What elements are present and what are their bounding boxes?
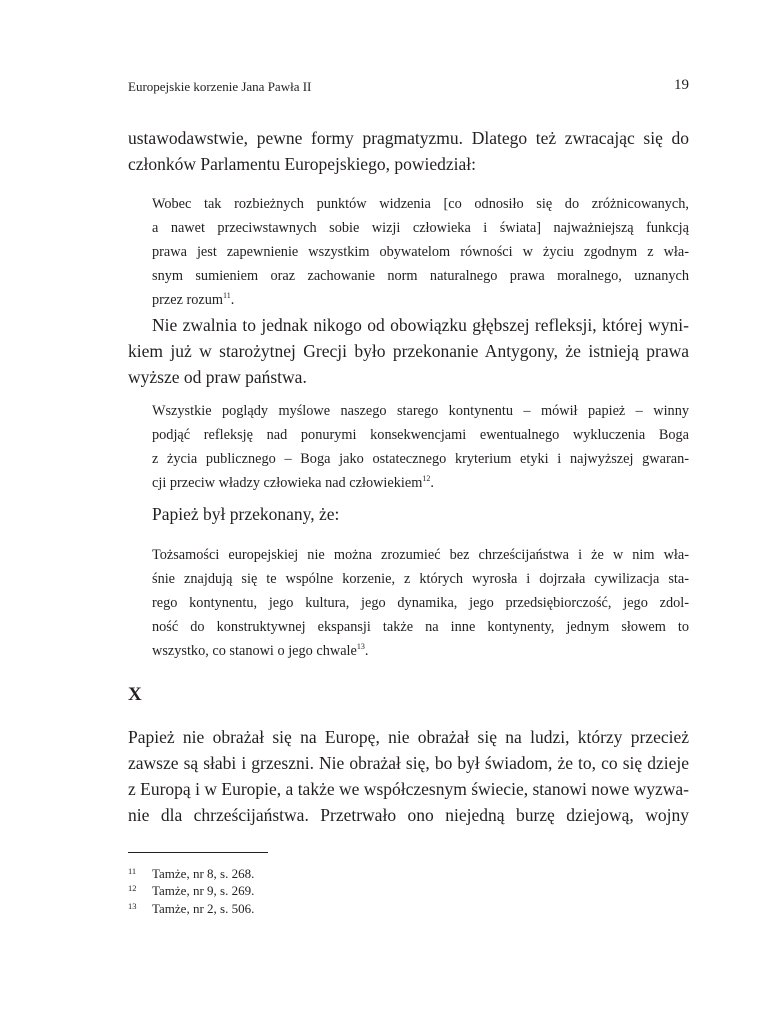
running-title: Europejskie korzenie Jana Pawła II [128, 79, 312, 94]
footnote-text: Tamże, nr 8, s. 268. [152, 866, 255, 881]
text-line: prawa jest zapewnienie wszystkim obywatelom równości w życiu zgodnym z wła- [152, 244, 689, 260]
footnote-rule [128, 852, 268, 853]
paragraph-4 [128, 724, 689, 828]
text-line: wyższe od praw państwa. [128, 367, 307, 387]
text-line: z życia publicznego – Boga jako ostatecznego kryterium etyki i najwyższej gwaran- [152, 451, 689, 467]
text-line: Nie zwalnia to jednak nikogo od obowiązku głębszej refleksji, której wyni- [152, 315, 689, 335]
text-line: ność do konstruktywnej ekspansji także na inne kontynenty, jednym słowem to [152, 619, 689, 635]
text-line: z Europą i w Europie, a także we współczesnym świecie, stanowi nowe wyzwa- [128, 779, 689, 799]
text-line: Papież nie obrażał się na Europę, nie obrażał się na ludzi, którzy przecież [128, 727, 689, 747]
text-line: nie dla chrześcijaństwa. Przetrwało ono niejedną burzę dziejową, wojny [128, 805, 689, 825]
footnote-number: 12 [128, 883, 137, 893]
block-quote-2 [152, 399, 689, 495]
section-heading: X [128, 684, 142, 705]
footnote-number: 13 [128, 901, 137, 911]
block-quote-3 [152, 543, 689, 663]
footnote-ref[interactable]: 11 [223, 291, 231, 300]
page-number: 19 [674, 77, 689, 93]
footnote-text: Tamże, nr 2, s. 506. [152, 901, 255, 916]
text-line: podjąć refleksję nad ponurymi konsekwencjami ewentualnego wykluczenia Boga [152, 427, 689, 443]
paragraph-1 [128, 125, 689, 177]
footnote-number: 11 [128, 866, 137, 876]
text-line: śnie znajdują się te wspólne korzenie, z których wyrosła i dojrzała cywilizacja sta- [152, 571, 689, 587]
text-line: kiem już w starożytnej Grecji było przekonanie Antygony, że istnieją prawa [128, 341, 689, 361]
text-line: Wobec tak rozbieżnych punktów widzenia [co odnosiło się do zróżnicowanych, [152, 196, 689, 212]
text-line: snym sumieniem oraz zachowanie norm naturalnego prawa moralnego, uznanych [152, 268, 689, 284]
paragraph-3 [128, 501, 689, 527]
text-line: a nawet przeciwstawnych sobie wizji człowieka i świata] najważniejszą funkcją [152, 220, 689, 236]
block-quote-1 [152, 192, 689, 312]
paragraph-2 [128, 312, 689, 390]
text-line: Papież był przekonany, że: [152, 504, 340, 524]
text-line: wszystko, co stanowi o jego chwale$^{13}$. [152, 642, 369, 659]
text-line: cji przeciw władzy człowieka nad człowiekiem$^{12}$. [152, 474, 434, 491]
footnote-ref[interactable]: 12 [422, 474, 431, 483]
text-line: Wszystkie poglądy myślowe naszego starego kontynentu – mówił papież – winny [152, 403, 689, 419]
text-line: rego kontynentu, jego kultura, jego dynamika, jego przedsiębiorczość, jego zdol- [152, 595, 689, 611]
text-line: Tożsamości europejskiej nie można zrozumieć bez chrześcijaństwa i że w nim wła- [152, 547, 689, 563]
text-line: zawsze są słabi i grzeszni. Nie obrażał się, bo był świadom, że to, co się dzieje [128, 753, 689, 773]
footnote-ref[interactable]: 13 [356, 642, 365, 651]
footnote-text: Tamże, nr 9, s. 269. [152, 883, 255, 898]
text-line: członków Parlamentu Europejskiego, powiedział: [128, 154, 476, 174]
text-line: ustawodawstwie, pewne formy pragmatyzmu. Dlatego też zwracając się do [128, 128, 689, 148]
text-line: przez rozum$^{11}$. [152, 291, 235, 308]
